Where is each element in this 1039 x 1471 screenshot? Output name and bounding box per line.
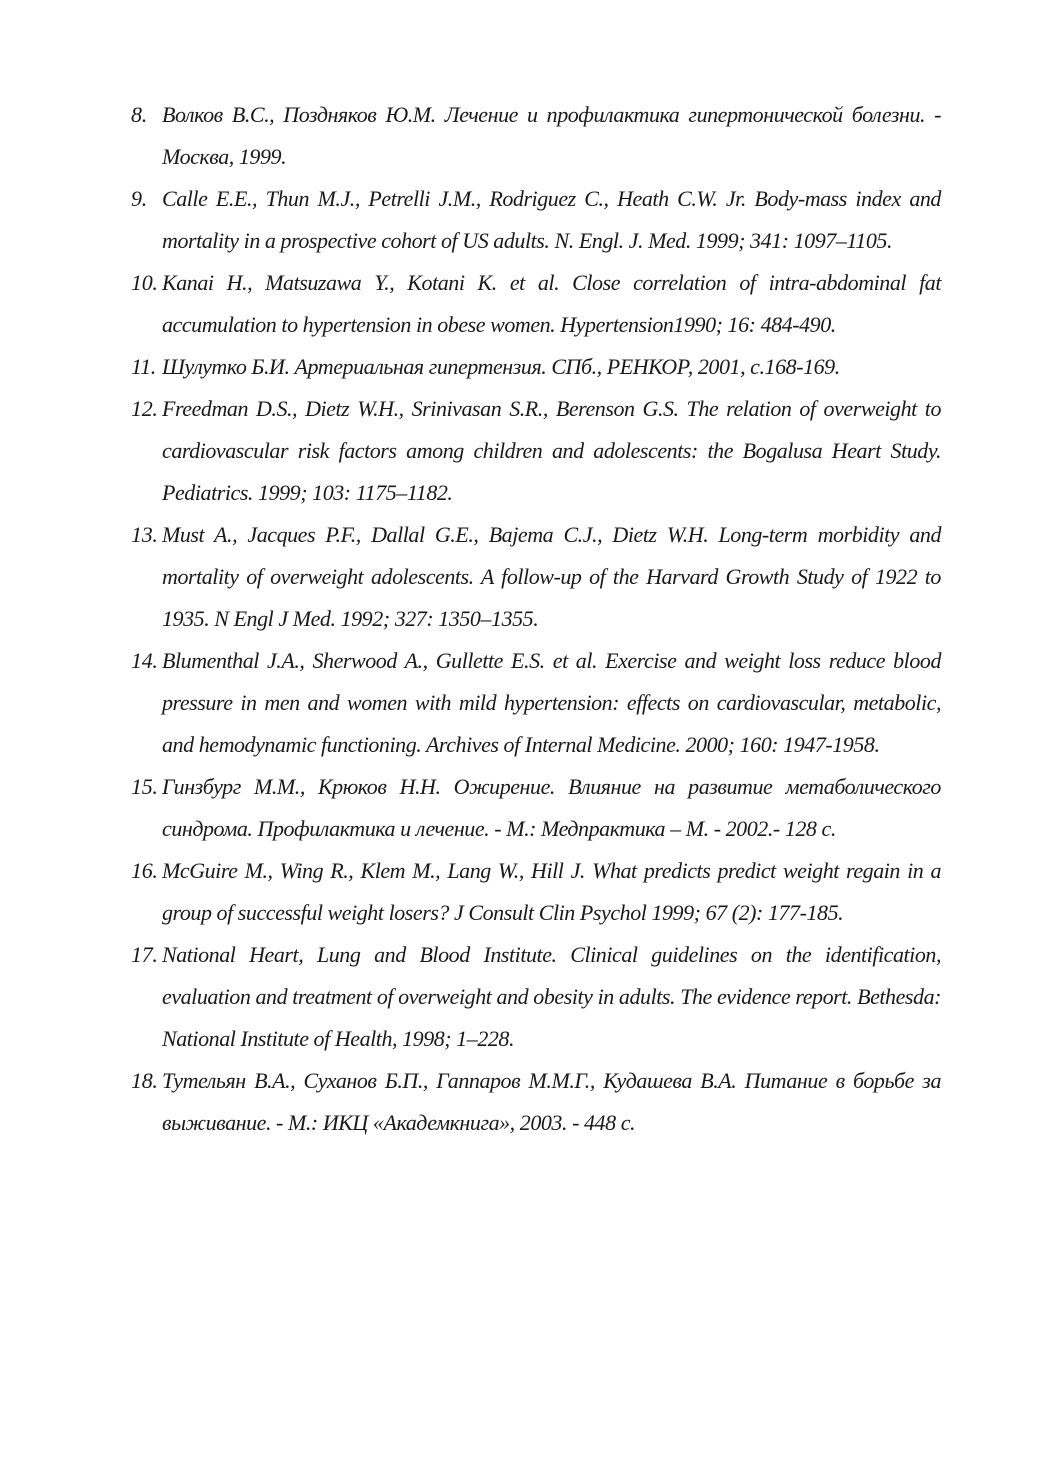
- reference-number: 13.: [131, 522, 158, 547]
- reference-text: Волков В.С., Поздняков Ю.М. Лечение и профилактика гипертонической болезни. - Москва, 1999.: [162, 102, 941, 169]
- reference-item: [131, 388, 941, 514]
- reference-item: [131, 514, 941, 640]
- reference-item: [131, 178, 941, 262]
- reference-item: [131, 94, 941, 178]
- reference-number: 16.: [131, 858, 158, 883]
- reference-list: [131, 94, 941, 1144]
- reference-text: Freedman D.S., Dietz W.H., Srinivasan S.R., Berenson G.S. The relation of overweight to cardiovascular risk factors among children and adolescents: the Bogalusa Heart Study. Pediatrics. 1999; 103: 1175–1182.: [162, 396, 941, 505]
- reference-number: 11.: [131, 354, 156, 379]
- reference-item: [131, 262, 941, 346]
- reference-text: Kanai H., Matsuzawa Y., Kotani K. et al. Close correlation of intra-abdominal fat accumulation to hypertension in obese women. Hypertension1990; 16: 484-490.: [162, 270, 941, 337]
- reference-text: McGuire M., Wing R., Klem M., Lang W., Hill J. What predicts predict weight regain in a group of successful weight losers? J Consult Clin Psychol 1999; 67 (2): 177-185.: [162, 858, 941, 925]
- reference-text: National Heart, Lung and Blood Institute. Clinical guidelines on the identification, evaluation and treatment of overweight and obesity in adults. The evidence report. Bethesda: National Institute of Health, 1998; 1–228.: [162, 942, 941, 1051]
- reference-item: [131, 850, 941, 934]
- reference-item: [131, 1060, 941, 1144]
- reference-item: [131, 346, 941, 388]
- reference-number: 18.: [131, 1068, 158, 1093]
- reference-text: Гинзбург М.М., Крюков Н.Н. Ожирение. Влияние на развитие метаболического синдрома. Профилактика и лечение. - М.: Медпрактика – М. - 2002.- 128 с.: [162, 774, 941, 841]
- reference-number: 17.: [131, 942, 158, 967]
- reference-number: 10.: [131, 270, 158, 295]
- reference-number: 8.: [131, 102, 147, 127]
- reference-item: [131, 640, 941, 766]
- reference-text: Must A., Jacques P.F., Dallal G.E., Bajema C.J., Dietz W.H. Long-term morbidity and mortality of overweight adolescents. A follow-up of the Harvard Growth Study of 1922 to 1935. N Engl J Med. 1992; 327: 1350–1355.: [162, 522, 941, 631]
- reference-text: Тутельян В.А., Суханов Б.П., Гаппаров М.М.Г., Кудашева В.А. Питание в борьбе за выживание. - М.: ИКЦ «Академкнига», 2003. - 448 с.: [162, 1068, 941, 1135]
- reference-number: 12.: [131, 396, 158, 421]
- reference-item: [131, 766, 941, 850]
- reference-text: Blumenthal J.A., Sherwood A., Gullette E.S. et al. Exercise and weight loss reduce blood pressure in men and women with mild hypertension: effects on cardiovascular, metabolic, and hemodynamic functioning. Archives of Internal Medicine. 2000; 160: 1947-1958.: [162, 648, 941, 757]
- reference-text: Шулутко Б.И. Артериальная гипертензия. СПб., РЕНКОР, 2001, с.168-169.: [162, 354, 840, 379]
- reference-item: [131, 934, 941, 1060]
- reference-number: 9.: [131, 186, 147, 211]
- reference-number: 15.: [131, 774, 158, 799]
- reference-text: Calle E.E., Thun M.J., Petrelli J.M., Rodriguez C., Heath C.W. Jr. Body-mass index and mortality in a prospective cohort of US adults. N. Engl. J. Med. 1999; 341: 1097–1105.: [162, 186, 941, 253]
- reference-number: 14.: [131, 648, 158, 673]
